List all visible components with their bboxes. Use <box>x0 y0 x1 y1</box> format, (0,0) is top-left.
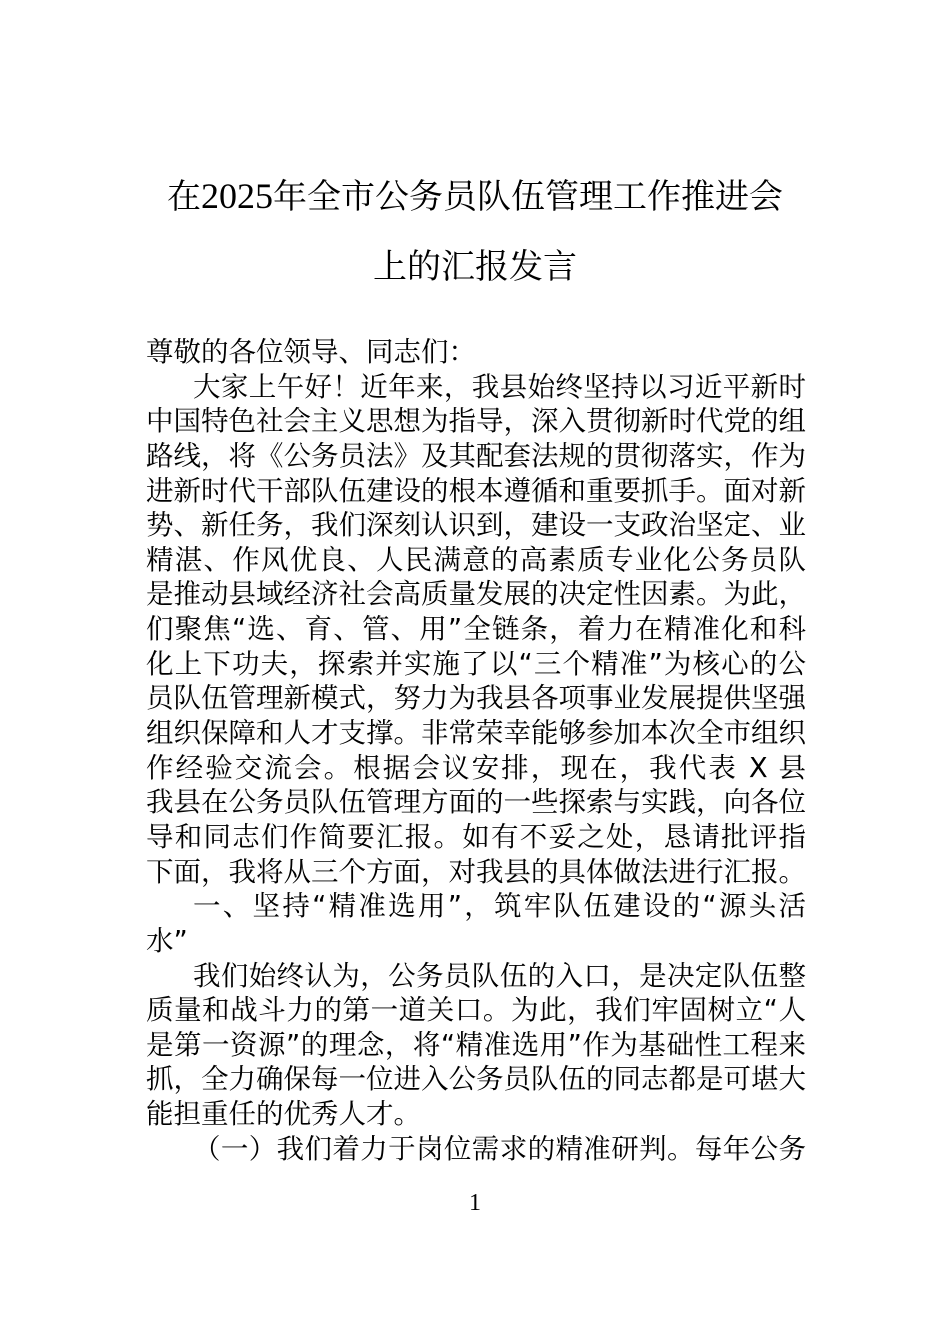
title-text: 在 <box>167 177 201 217</box>
document-title-line-1 <box>0 176 950 217</box>
text-line: 是推动县域经济社会高质量发展的决定性因素。为此， <box>146 578 806 611</box>
document-title-line-2: 上的汇报发言 <box>373 247 577 287</box>
text-line: 能担重任的优秀人才。 <box>146 1098 421 1131</box>
text-line: 精湛、作风优良、人民满意的高素质专业化公务员队 <box>146 543 806 576</box>
text-line: 我县在公务员队伍管理方面的一些探索与实践，向各位 <box>146 786 806 819</box>
page-number: 1 <box>469 1190 481 1216</box>
text-line: 路线，将《公务员法》及其配套法规的贯彻落实，作为 <box>146 439 806 472</box>
subsection-line: （一）我们着力于岗位需求的精准研判。每年公务 <box>193 1132 806 1165</box>
text-line: 抓，全力确保每一位进入公务员队伍的同志都是可堪大 <box>146 1063 806 1096</box>
text-line: 进新时代干部队伍建设的根本遵循和重要抓手。面对新 <box>146 474 806 507</box>
section-heading-end: 水” <box>146 924 188 957</box>
title-year: 2025 <box>201 176 273 216</box>
text-line: 大家上午好！近年来，我县始终坚持以习近平新时 <box>193 370 806 403</box>
text-line: 下面，我将从三个方面，对我县的具体做法进行汇报。 <box>146 855 806 888</box>
text-line: 们聚焦“选、育、管、用”全链条，着力在精准化和科 <box>146 613 806 646</box>
text-line: 员队伍管理新模式，努力为我县各项事业发展提供坚强 <box>146 682 806 715</box>
text-line: 化上下功夫，探索并实施了以“三个精准”为核心的公 <box>146 647 806 680</box>
text-line: 是第一资源”的理念，将“精准选用”作为基础性工程来 <box>146 1028 806 1061</box>
text-line: 导和同志们作简要汇报。如有不妥之处，恳请批评指 <box>146 820 806 853</box>
salutation: 尊敬的各位领导、同志们： <box>146 336 476 368</box>
document-body <box>146 335 806 1166</box>
text-line: 质量和战斗力的第一道关口。为此，我们牢固树立“人 <box>146 994 806 1027</box>
section-heading: 一、坚持“精准选用”，筑牢队伍建设的“源头活 <box>193 890 806 923</box>
text-line: 组织保障和人才支撑。非常荣幸能够参加本次全市组织 <box>146 717 806 750</box>
text-line: 势、新任务，我们深刻认识到，建设一支政治坚定、业 <box>146 509 806 542</box>
text-line: 作经验交流会。根据会议安排，现在，我代表 X 县 <box>146 751 806 784</box>
text-line: 我们始终认为，公务员队伍的入口，是决定队伍整 <box>193 959 806 992</box>
text-line: 中国特色社会主义思想为指导，深入贯彻新时代党的组 <box>146 405 806 438</box>
title-text: 年全市公务员队伍管理工作推进会 <box>273 177 783 217</box>
